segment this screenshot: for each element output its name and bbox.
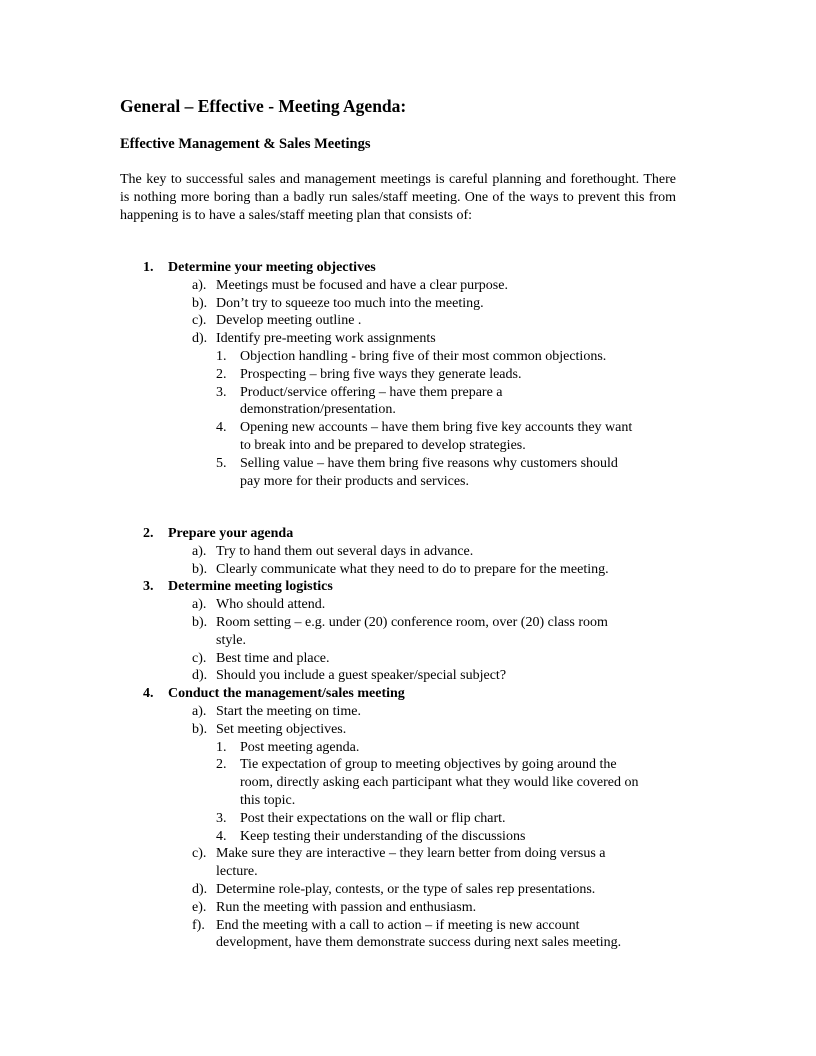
- list-item-number: d).: [192, 881, 208, 897]
- list-item-text: Who should attend.: [216, 597, 326, 613]
- list-item-text: Develop meeting outline .: [216, 313, 362, 329]
- list-item-number: b).: [192, 561, 208, 577]
- list-item: [0, 721, 816, 739]
- list-item-text: Run the meeting with passion and enthusiasm.: [216, 899, 477, 915]
- section-number: 1.: [143, 260, 154, 275]
- sub-list-item-continuation: [0, 473, 816, 491]
- document-subtitle: Effective Management & Sales Meetings: [120, 136, 371, 152]
- sub-list-item-text: pay more for their products and services.: [240, 473, 469, 489]
- list-item: [0, 596, 816, 614]
- list-item-number: a).: [192, 703, 207, 719]
- list-item-continuation: [0, 632, 816, 650]
- list-item-text: Make sure they are interactive – they learn better from doing versus a: [216, 846, 606, 862]
- list-item-number: d).: [192, 331, 208, 347]
- sub-list-item-number: 1.: [216, 348, 227, 364]
- list-item-text: Try to hand them out several days in advance.: [216, 543, 474, 559]
- list-item-number: e).: [192, 899, 207, 915]
- section-heading: [0, 685, 816, 703]
- list-item-number: a).: [192, 543, 207, 559]
- sub-list-item-continuation: [0, 401, 816, 419]
- list-item-number: f).: [192, 917, 205, 933]
- sub-list-item: [0, 756, 816, 774]
- list-item: [0, 295, 816, 313]
- section-heading-text: Determine your meeting objectives: [168, 260, 376, 275]
- sub-list-item: [0, 455, 816, 473]
- list-item-text: development, have them demonstrate success during next sales meeting.: [216, 935, 622, 951]
- sub-list-item-text: this topic.: [240, 792, 296, 808]
- list-item-text: Best time and place.: [216, 650, 330, 666]
- sub-list-item-number: 3.: [216, 384, 227, 400]
- list-item-text: style.: [216, 632, 246, 648]
- list-item: [0, 899, 816, 917]
- sub-list-item-text: Opening new accounts – have them bring five key accounts they want: [240, 420, 633, 436]
- list-item: [0, 330, 816, 348]
- list-item-number: c).: [192, 313, 207, 329]
- sub-list-item: [0, 828, 816, 846]
- list-item-text: Room setting – e.g. under (20) conference room, over (20) class room: [216, 614, 608, 630]
- list-item-text: End the meeting with a call to action – if meeting is new account: [216, 917, 580, 933]
- list-item: [0, 667, 816, 685]
- section-2: [0, 525, 816, 952]
- sub-list-item-text: Prospecting – bring five ways they generate leads.: [240, 366, 522, 382]
- sub-list-item-text: demonstration/presentation.: [240, 402, 396, 418]
- list-item: [0, 650, 816, 668]
- sub-list-item-number: 2.: [216, 366, 227, 382]
- sub-list-item-text: Selling value – have them bring five reasons why customers should: [240, 455, 618, 471]
- list-item-text: Identify pre-meeting work assignments: [216, 331, 436, 347]
- list-item: [0, 561, 816, 579]
- sub-list-item: [0, 348, 816, 366]
- sub-list-item: [0, 384, 816, 402]
- list-item: [0, 543, 816, 561]
- list-item-text: Start the meeting on time.: [216, 703, 362, 719]
- list-item: [0, 917, 816, 935]
- list-item: [0, 277, 816, 295]
- document-title: General – Effective - Meeting Agenda:: [120, 96, 407, 116]
- sub-list-item-continuation: [0, 792, 816, 810]
- list-item-text: Determine role-play, contests, or the type of sales rep presentations.: [216, 881, 596, 897]
- list-item-text: Don’t try to squeeze too much into the meeting.: [216, 295, 484, 311]
- list-item-number: c).: [192, 650, 207, 666]
- list-item: [0, 845, 816, 863]
- list-item-number: b).: [192, 721, 208, 737]
- sub-list-item: [0, 739, 816, 757]
- list-item: [0, 614, 816, 632]
- list-item-number: c).: [192, 846, 207, 862]
- sub-list-item-number: 4.: [216, 420, 227, 436]
- sub-list-item-number: 1.: [216, 739, 227, 755]
- sub-list-item-text: room, directly asking each participant what they would like covered on: [240, 775, 639, 791]
- list-item-number: a).: [192, 597, 207, 613]
- section-1: [0, 259, 816, 490]
- section-heading-text: Determine meeting logistics: [168, 579, 333, 595]
- sub-list-item-text: Tie expectation of group to meeting objectives by going around the: [240, 757, 617, 773]
- sub-list-item-continuation: [0, 437, 816, 455]
- sub-list-item: [0, 419, 816, 437]
- list-item-number: b).: [192, 295, 208, 311]
- section-heading: [0, 259, 816, 277]
- list-item-number: a).: [192, 277, 207, 293]
- sub-list-item-text: Keep testing their understanding of the discussions: [240, 828, 526, 844]
- sub-list-item-text: Objection handling - bring five of their most common objections.: [240, 348, 607, 364]
- section-number: 2.: [143, 526, 154, 541]
- section-number: 4.: [143, 686, 154, 702]
- section-heading-text: Prepare your agenda: [168, 526, 294, 541]
- list-item-text: Should you include a guest speaker/special subject?: [216, 668, 507, 684]
- section-heading-text: Conduct the management/sales meeting: [168, 686, 405, 702]
- sub-list-item-number: 2.: [216, 757, 227, 773]
- sub-list-item-number: 3.: [216, 810, 227, 826]
- sub-list-item-text: to break into and be prepared to develop strategies.: [240, 437, 526, 453]
- section-heading: [0, 578, 816, 596]
- section-heading: [0, 525, 816, 543]
- sub-list-item-text: Post their expectations on the wall or flip chart.: [240, 810, 506, 826]
- list-item-continuation: [0, 934, 816, 952]
- list-item-text: Meetings must be focused and have a clear purpose.: [216, 277, 508, 293]
- sub-list-item-number: 5.: [216, 455, 227, 471]
- sub-list-item-continuation: [0, 774, 816, 792]
- sub-list-item-text: Post meeting agenda.: [240, 739, 360, 755]
- list-item: [0, 703, 816, 721]
- sub-list-item-text: Product/service offering – have them prepare a: [240, 384, 503, 400]
- list-item-text: lecture.: [216, 864, 258, 880]
- sub-list-item: [0, 366, 816, 384]
- list-item-text: Clearly communicate what they need to do to prepare for the meeting.: [216, 561, 609, 577]
- sub-list-item: [0, 810, 816, 828]
- list-item: [0, 881, 816, 899]
- list-item: [0, 312, 816, 330]
- list-item-number: b).: [192, 614, 208, 630]
- sub-list-item-number: 4.: [216, 828, 227, 844]
- section-number: 3.: [143, 579, 154, 595]
- list-item-text: Set meeting objectives.: [216, 721, 347, 737]
- list-item-continuation: [0, 863, 816, 881]
- intro-paragraph: The key to successful sales and management meetings is careful planning and forethought. There is nothing more boring than a badly run sales/staff meeting. One of the ways to prevent this from happening is to have a sales/staff meeting plan that consists of:: [120, 172, 676, 223]
- list-item-number: d).: [192, 668, 208, 684]
